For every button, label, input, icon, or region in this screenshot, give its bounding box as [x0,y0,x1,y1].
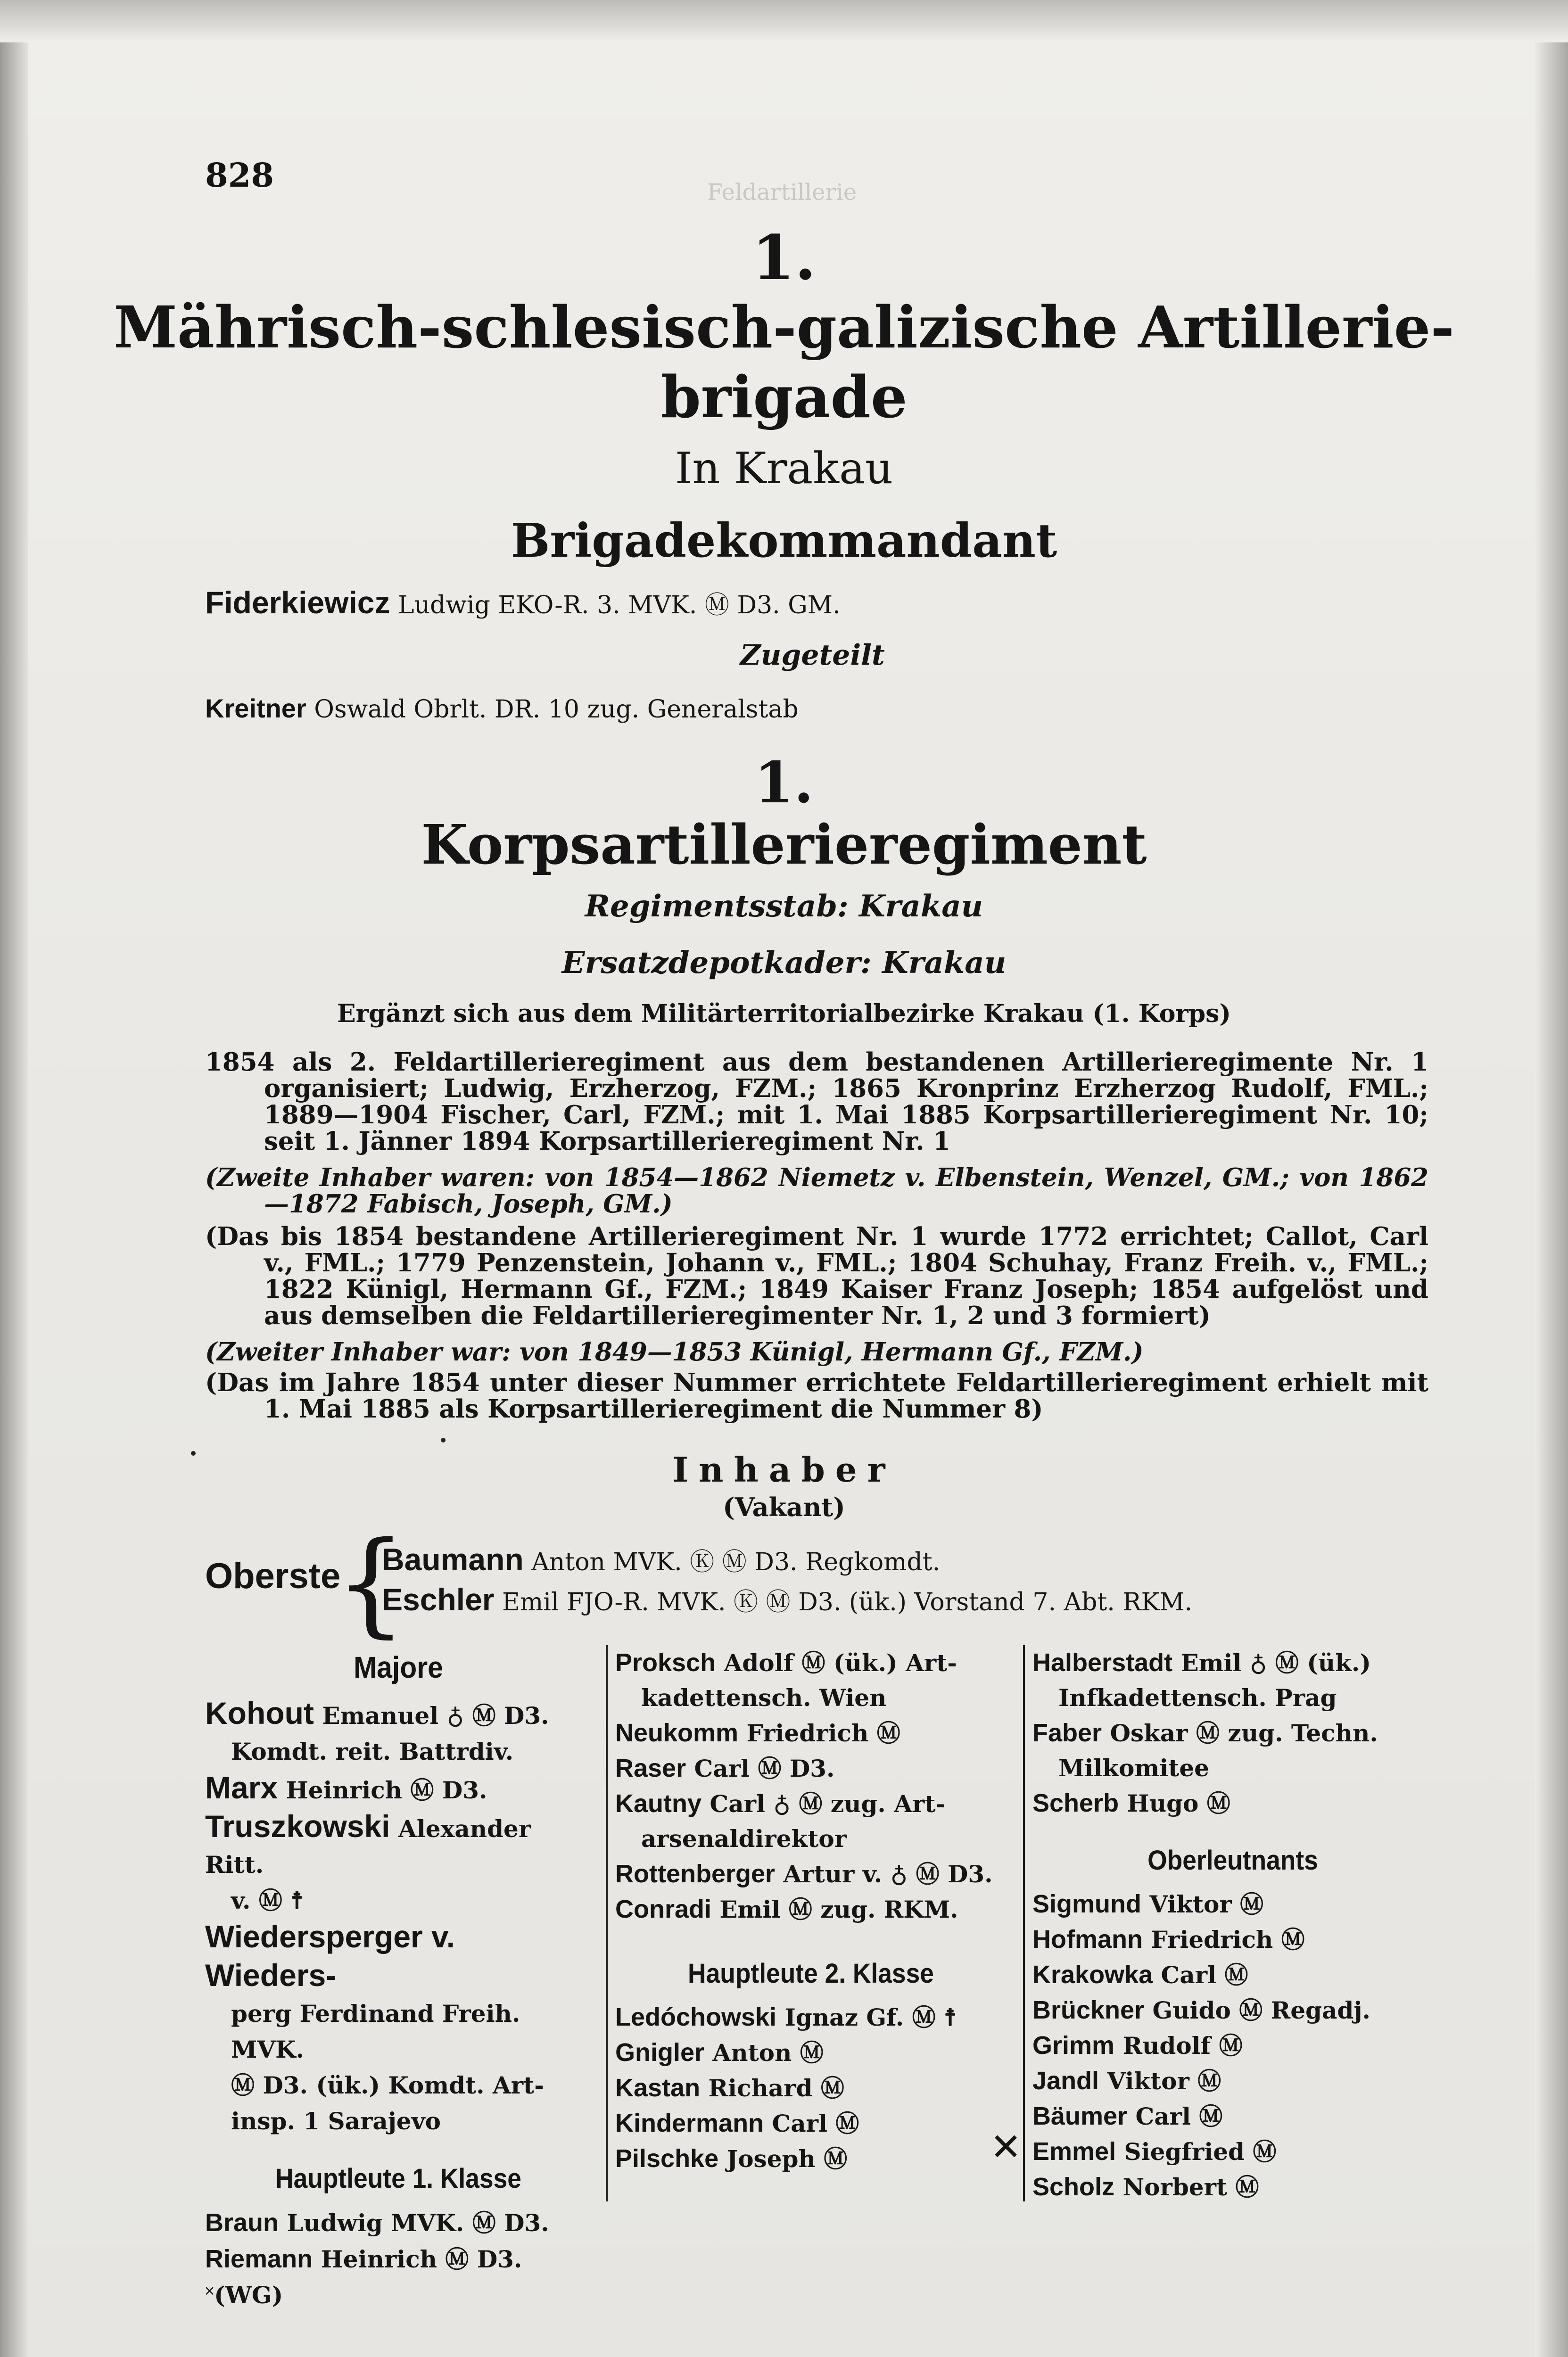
spacer [1032,1821,1433,1840]
list-item: Scholz Norbert Ⓜ [1032,2173,1259,2201]
commander-name: Fiderkiewicz [205,585,390,620]
page-number: 828 [205,156,274,195]
owner-value: (Vakant) [723,1492,845,1522]
list-item: Ledóchowski Ignaz Gf. Ⓜ ☨ [615,2003,957,2031]
list-item: Halberstadt Emil ♁ Ⓜ (ük.) Infkadettensch. Prag [1032,1648,1371,1712]
list-item: Pilschke Joseph Ⓜ [615,2144,848,2173]
brigade-title [0,292,1568,432]
list-item: Wiedersperger v. Wieders- perg Ferdinand Freih. MVK. Ⓜ D3. (ük.) Komdt. Art- insp. 1 Sarajevo [205,1919,544,2135]
list-item: Hofmann Friedrich Ⓜ [1032,1925,1305,1953]
list-item: Emmel Siegfried Ⓜ [1032,2137,1277,2166]
brigade-title-line1: Mährisch-schlesisch-galizische Artillerie- [114,293,1454,361]
colonel-entry: Baumann Anton MVK. Ⓚ Ⓜ D3. Regkomdt. [382,1542,941,1577]
margin-cross-mark: ✕ [990,2125,1022,2169]
commander-heading: Brigadekommandant [511,514,1057,568]
list-item: Kindermann Carl Ⓜ [615,2109,859,2137]
list-item: Rottenberger Artur v. ♁ Ⓜ D3. [615,1860,993,1888]
list-item: Raser Carl Ⓜ D3. [615,1754,835,1782]
list-item: Neukomm Friedrich Ⓜ [615,1719,900,1747]
history-note-1854-regiment: (Das im Jahre 1854 unter dieser Nummer errichtete Feldartillerieregiment erhielt mit 1. Mai 1885 als Korpsartillerieregiment die Nummer 8) [205,1368,1428,1424]
spacer [615,1927,1007,1953]
ink-speck [191,1451,196,1456]
first-lieutenants-heading: Oberleutnants [1147,1845,1318,1876]
list-item: Truszkowski Alexander Ritt. v. Ⓜ ☨ [205,1809,531,1914]
history-note-old-regiment: (Das bis 1854 bestandene Artillerieregiment Nr. 1 wurde 1772 errichtet; Callot, Carl v., FML.; 1779 Penzenstein, Johann v., FML.; 1804 Schuhay, Franz Freih. v., FML.; 1822 Künigl, Hermann Gf., FZM.; 1849 Kaiser Franz Joseph; 1854 aufgelöst und aus demselben die Feldartillerieregimenter Nr. 1, 2 und 3 formiert) [205,1222,1428,1330]
column-lieutenants [1032,1645,1433,2205]
colonels-label: Oberste [205,1556,341,1596]
commander-entry [205,585,841,620]
colonel-entry: Eschler Emil FJO-R. MVK. Ⓚ Ⓜ D3. (ük.) Vorstand 7. Abt. RKM. [382,1582,1193,1617]
ink-speck [441,1438,446,1442]
recruitment-district: Ergänzt sich aus dem Militärterritorialbezirke Krakau (1. Korps) [337,999,1231,1028]
brace-glyph: { [335,1517,407,1649]
owner-heading: Inhaber [672,1450,896,1490]
list-item: Bäumer Carl Ⓜ [1032,2102,1223,2130]
list-item: Conradi Emil Ⓜ zug. RKM. [615,1895,958,1923]
majors-heading: Majore [354,1650,443,1684]
regiment-staff-location: Regimentsstab: Krakau [585,889,983,924]
column-divider [1023,1645,1025,2201]
column-majors [205,1645,592,2313]
list-item: Riemann Heinrich Ⓜ D3.˟(WG) [205,2245,522,2309]
list-item: Braun Ludwig MVK. Ⓜ D3. [205,2209,549,2237]
list-item: Faber Oskar Ⓜ zug. Techn. Milkomitee [1032,1719,1378,1782]
list-item: Marx Heinrich Ⓜ D3. [205,1770,487,1805]
list-item: Scherb Hugo Ⓜ [1032,1789,1230,1817]
column-divider [606,1645,608,2201]
captains-1st-class-heading: Hauptleute 1. Klasse [275,2163,521,2194]
list-item: Proksch Adolf Ⓜ (ük.) Art- kadettensch. Wien [615,1648,957,1712]
list-item: Gnigler Anton Ⓜ [615,2038,824,2067]
spacer [205,2139,592,2158]
regiment-title: Korpsartillerieregiment [421,813,1147,877]
brigade-number: 1. [752,222,816,294]
captains-2nd-class-heading: Hauptleute 2. Klasse [688,1958,934,1989]
brigade-location: In Krakau [675,443,893,494]
commander-details: Ludwig EKO-R. 3. MVK. Ⓜ D3. GM. [390,591,841,619]
history-paragraph: 1854 als 2. Feldartillerieregiment aus dem bestandenen Artillerieregimente Nr. 1 organisiert; Ludwig, Erzherzog, FZM.; 1865 Kronprinz Erzherzog Rudolf, FML.; 1889—1904 Fischer, Carl, FZM.; mit 1. Mai 1885 Korpsartillerieregiment Nr. 10; seit 1. Jänner 1894 Korpsartillerieregiment Nr. 1 [205,1047,1428,1156]
list-item: Kohout Emanuel ♁ Ⓜ D3. Komdt. reit. Battrdiv. [205,1696,549,1765]
list-item: Grimm Rudolf Ⓜ [1032,2031,1243,2060]
assigned-entry [205,693,799,724]
replacement-depot: Ersatzdepotkader: Krakau [561,945,1007,981]
list-item: Jandl Viktor Ⓜ [1032,2067,1221,2095]
list-item: Kautny Carl ♁ Ⓜ zug. Art- arsenaldirektor [615,1789,946,1853]
bleed-through-header: Feldartillerie [707,179,857,206]
column-captains [615,1645,1007,2176]
brigade-title-line2: brigade [660,363,908,431]
assigned-heading: Zugeteilt [740,639,885,672]
regiment-number: 1. [754,750,814,816]
assigned-details: Oswald Obrlt. DR. 10 zug. Generalstab [306,695,799,724]
list-item: Sigmund Viktor Ⓜ [1032,1890,1264,1918]
scan-edge-top [0,0,1568,42]
list-item: Brückner Guido Ⓜ Regadj. [1032,1996,1370,2024]
assigned-name: Kreitner [205,693,306,723]
history-note-second-owner: (Zweiter Inhaber war: von 1849—1853 Künigl, Hermann Gf., FZM.) [205,1337,1144,1367]
history-note-second-owners: (Zweite Inhaber waren: von 1854—1862 Niemetz v. Elbenstein, Wenzel, GM.; von 1862—1872 Fabisch, Joseph, GM.) [205,1163,1428,1219]
list-item: Krakowka Carl Ⓜ [1032,1961,1248,1989]
list-item: Kastan Richard Ⓜ [615,2074,844,2102]
